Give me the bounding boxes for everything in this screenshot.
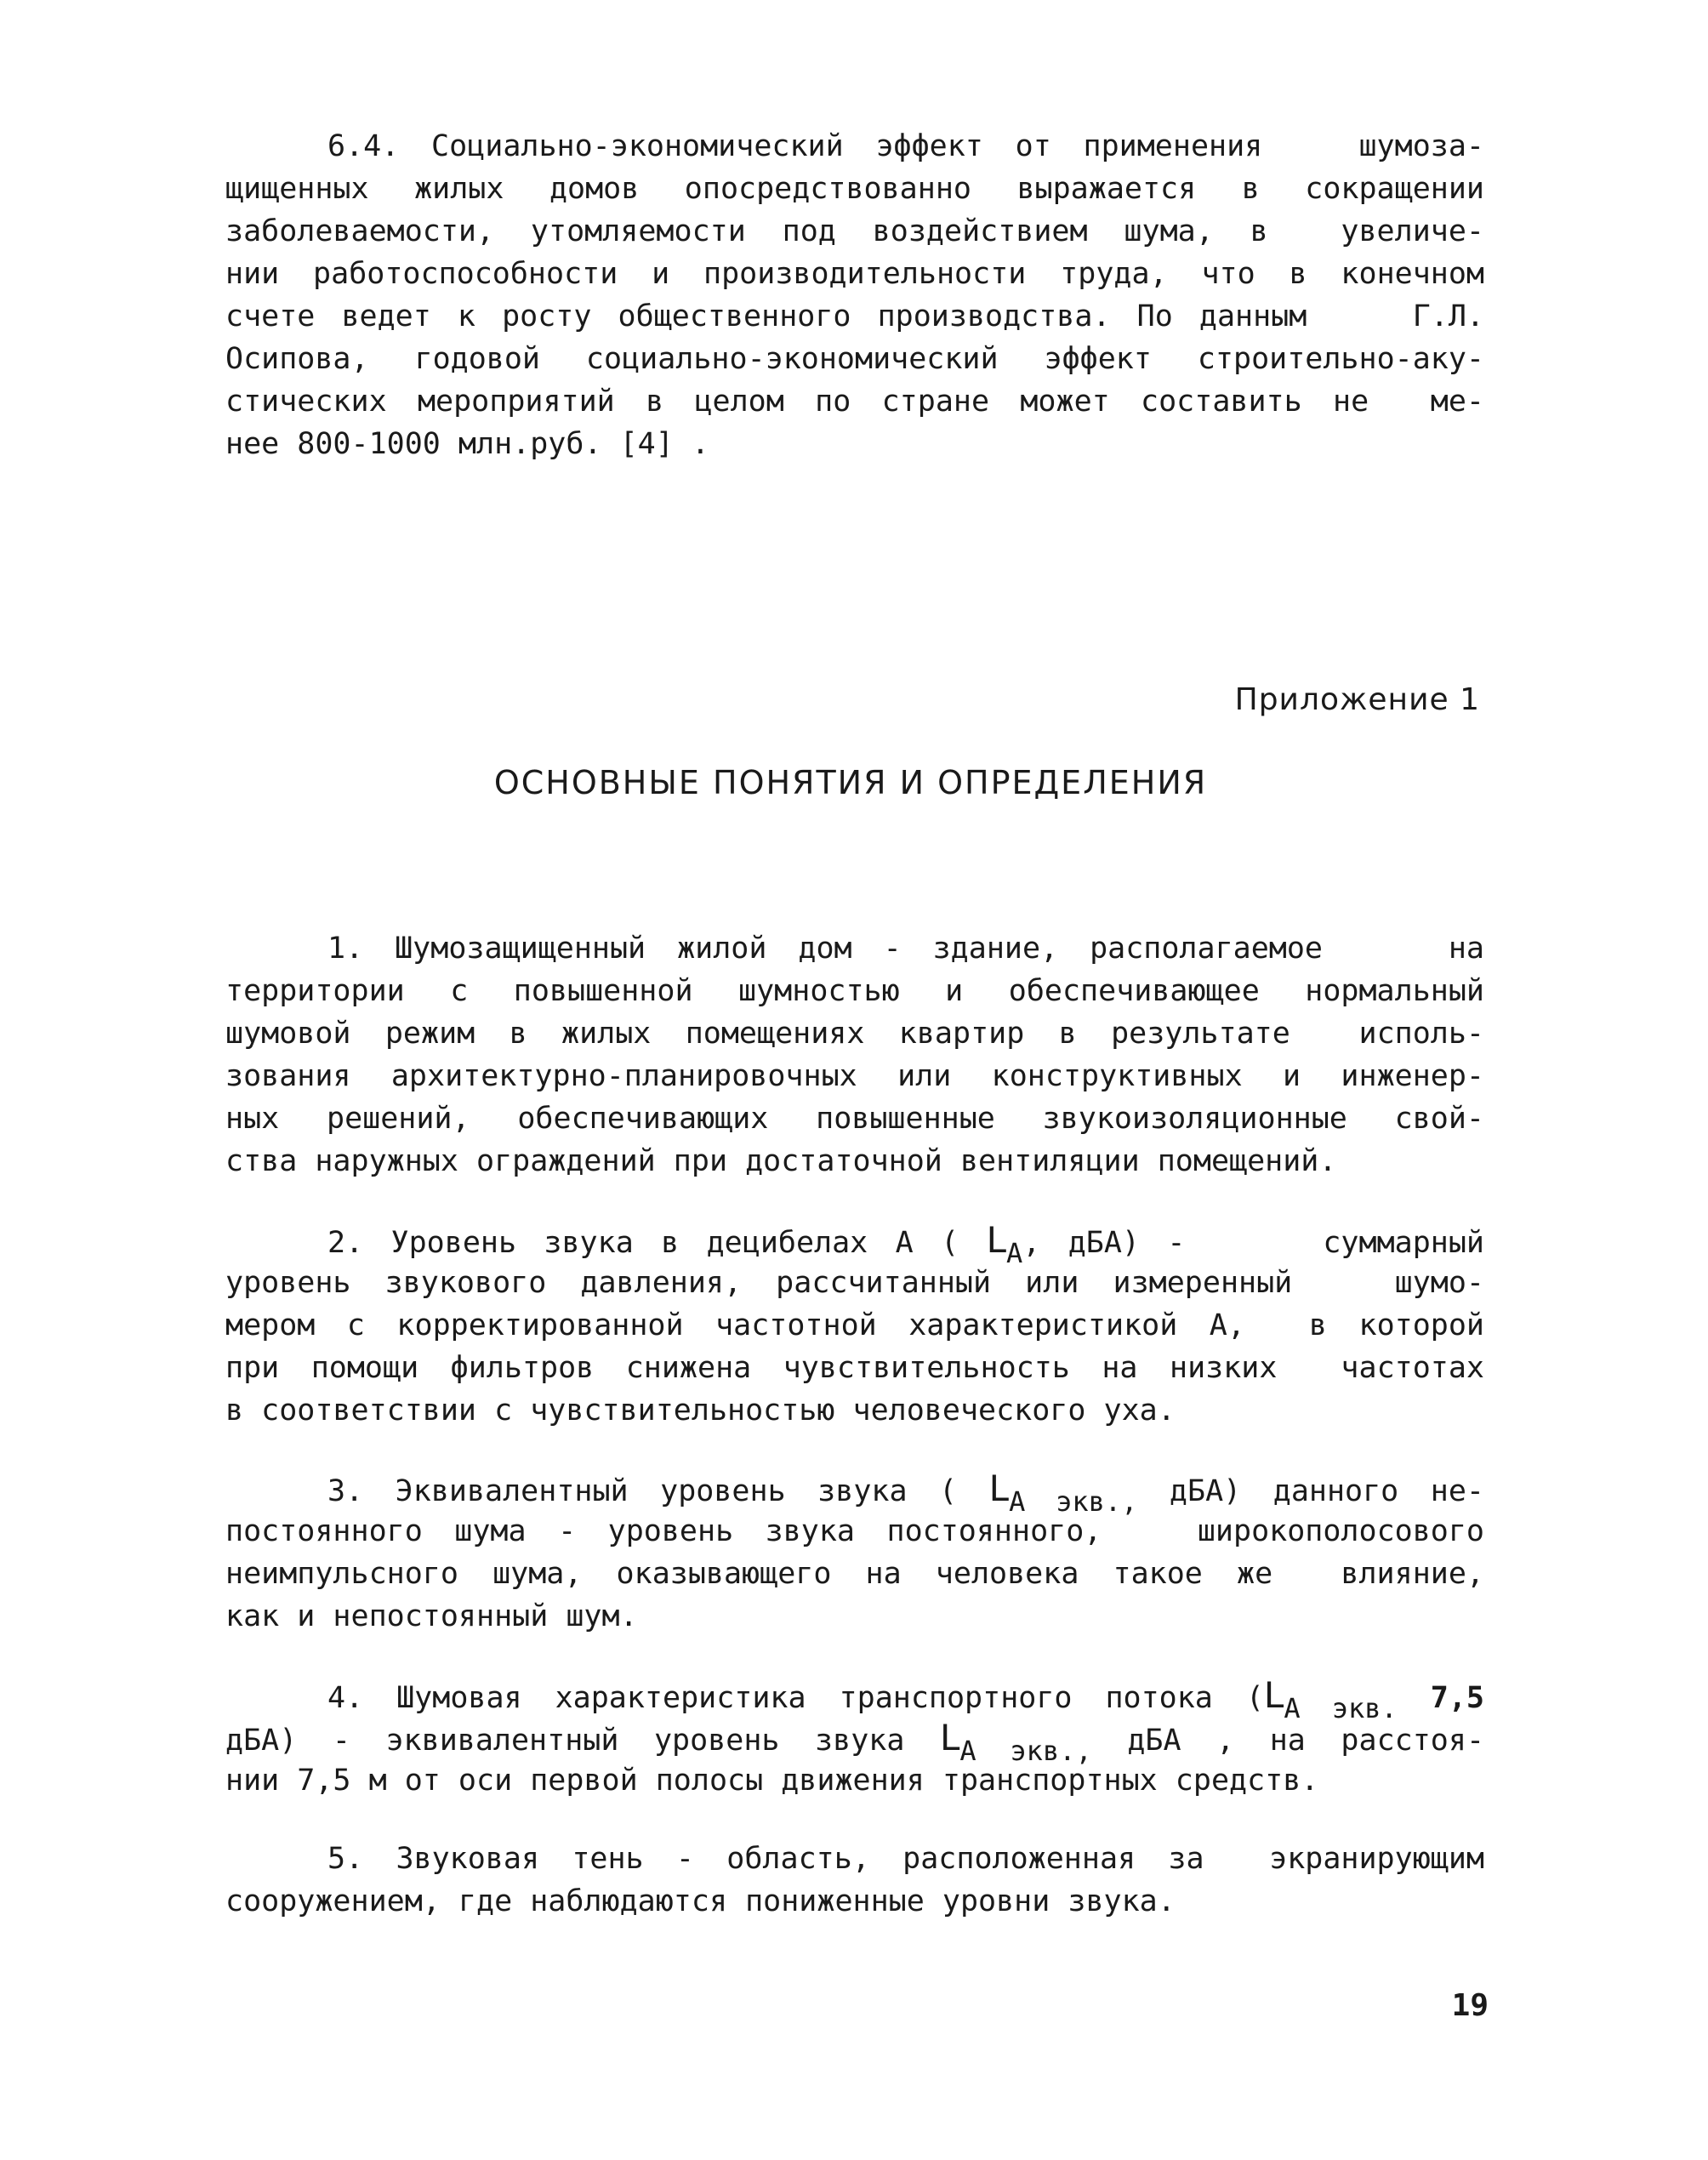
paragraph-line: постоянного шума - уровень звука постоянного, широкополосового xyxy=(225,1514,1484,1548)
level-symbol: L xyxy=(939,1717,960,1758)
section-title: ОСНОВНЫЕ ПОНЯТИЯ И ОПРЕДЕЛЕНИЯ xyxy=(493,764,1208,801)
paragraph-line: щищенных жилых домов опосредствованно выражается в сокращении xyxy=(225,172,1484,206)
paragraph-line: в соответствии с чувствительностью человеческого уха. xyxy=(225,1393,1176,1428)
paragraph-line: как и непостоянный шум. xyxy=(225,1599,638,1633)
paragraph-line xyxy=(225,1717,1485,1767)
paragraph-line: ных решений, обеспечивающих повышенные звукоизоляционные свой- xyxy=(225,1102,1484,1136)
page-number: 19 xyxy=(1451,1988,1489,2023)
appendix-label: Приложение 1 xyxy=(1234,682,1480,717)
text-run: , дБА) - суммарный xyxy=(1022,1226,1484,1260)
paragraph-line: заболеваемости, утомляемости под воздействием шума, в увеличе- xyxy=(225,214,1484,248)
text-run: 3. Эквивалентный уровень звука ( xyxy=(327,1474,989,1508)
paragraph-line: 1. Шумозащищенный жилой дом - здание, располагаемое на xyxy=(327,932,1484,966)
symbol-subscript: А экв., xyxy=(959,1735,1092,1767)
paragraph-line: уровень звукового давления, рассчитанный или измеренный шумо- xyxy=(225,1266,1484,1300)
paragraph-line: счете ведет к росту общественного производства. По данным Г.Л. xyxy=(225,299,1484,333)
paragraph-line: 6.4. Социально-экономический эффект от применения шумоза- xyxy=(327,129,1484,163)
paragraph-line: нии 7,5 м от оси первой полосы движения транспортных средств. xyxy=(225,1764,1319,1798)
symbol-subscript: A xyxy=(1005,1237,1023,1269)
paragraph-line xyxy=(327,1468,1485,1518)
level-symbol: L xyxy=(988,1468,1010,1509)
paragraph-line: сооружением, где наблюдаются пониженные уровни звука. xyxy=(225,1884,1176,1918)
paragraph-line: при помощи фильтров снижена чувствительность на низких частотах xyxy=(225,1351,1484,1385)
text-run: 2. Уровень звука в децибелах А ( xyxy=(327,1226,987,1260)
symbol-subscript: А экв., xyxy=(1009,1485,1138,1518)
paragraph-line xyxy=(327,1674,1485,1724)
symbol-subscript: А экв. xyxy=(1284,1692,1398,1724)
paragraph-line: зования архитектурно-планировочных или конструктивных и инженер- xyxy=(225,1059,1484,1093)
paragraph-line: неимпульсного шума, оказывающего на человека такое же влияние, xyxy=(225,1557,1484,1591)
paragraph-line: шумовой режим в жилых помещениях квартир в результате исполь- xyxy=(225,1017,1484,1051)
level-symbol: L xyxy=(986,1219,1006,1261)
paragraph-line: нии работоспособности и производительности труда, что в конечном xyxy=(225,257,1484,291)
paragraph-line: стических мероприятий в целом по стране может составить не ме- xyxy=(225,385,1484,419)
text-run: дБА) данного не- xyxy=(1137,1474,1485,1508)
text-run: 4. Шумовая характеристика транспортного потока ( xyxy=(327,1681,1264,1715)
paragraph-line: нее 800-1000 млн.руб. [4] . xyxy=(225,427,709,461)
text-run: дБА) - эквивалентный уровень звука xyxy=(225,1724,940,1758)
paragraph-line: территории с повышенной шумностью и обеспечивающее нормальный xyxy=(225,974,1484,1008)
paragraph-line: Осипова, годовой социально-экономический эффект строительно-аку- xyxy=(225,342,1484,376)
paragraph-line: 5. Звуковая тень - область, расположенная за экранирующим xyxy=(327,1842,1484,1876)
level-symbol: L xyxy=(1263,1674,1284,1716)
paragraph-line: мером с корректированной частотной характеристикой А, в которой xyxy=(225,1308,1484,1342)
paragraph-line: ства наружных ограждений при достаточной вентиляции помещений. xyxy=(225,1144,1337,1178)
paragraph-line xyxy=(327,1219,1484,1269)
text-run: дБА , на расстоя- xyxy=(1091,1724,1485,1758)
distance-superscript: 7,5 xyxy=(1397,1681,1485,1715)
